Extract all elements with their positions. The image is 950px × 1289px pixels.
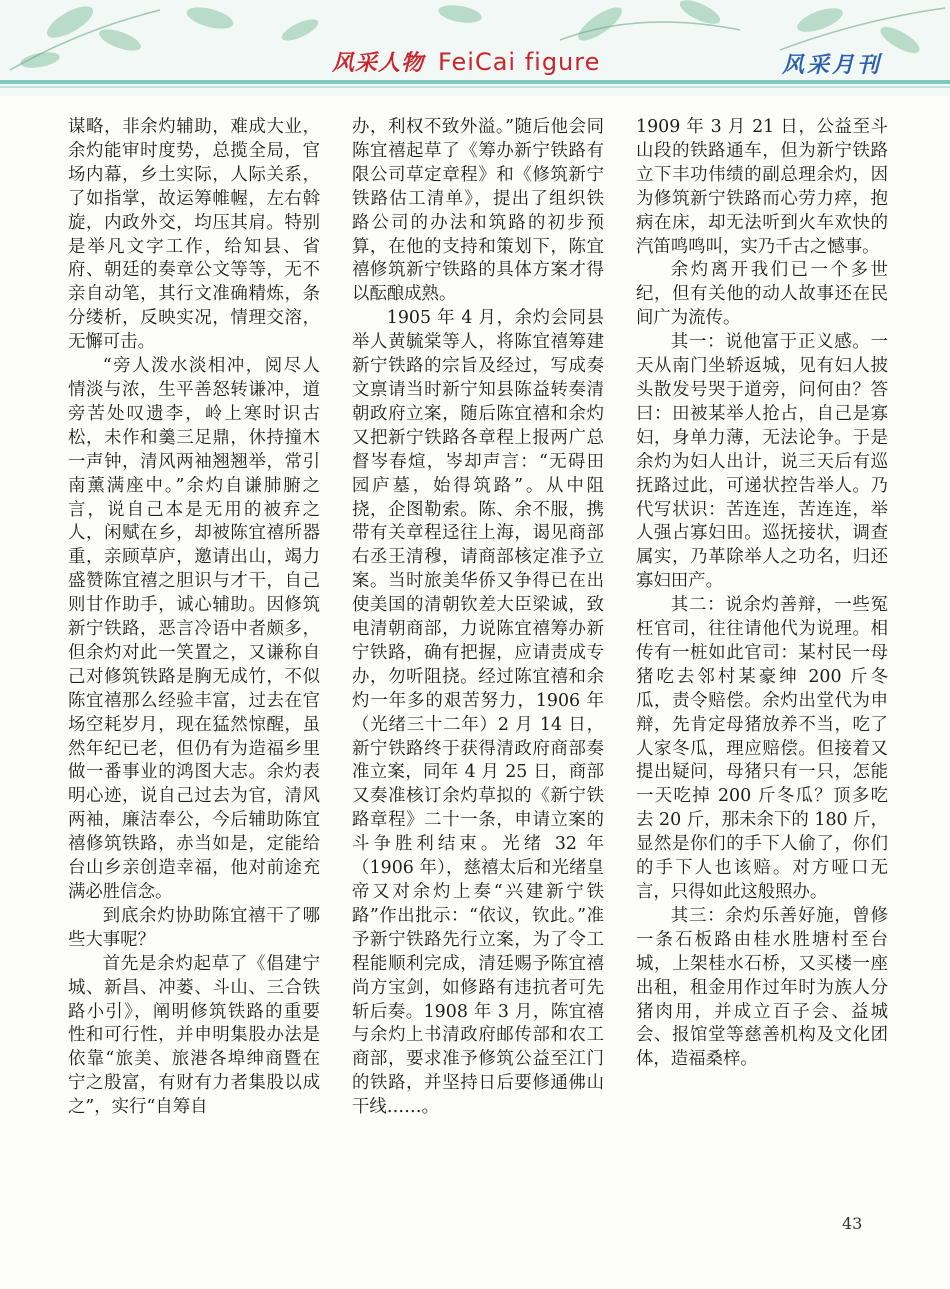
header-rule: [0, 80, 950, 84]
paragraph: 其二：说余灼善辩，一些冤枉官司，往往请他代为说理。相传有一桩如此官司：某村民一母猪吃去邻村某豪绅 200 斤冬瓜，责令赔偿。余灼出堂代为申辩，先肯定母猪放养不当，吃了人家冬瓜，理应赔偿。但接着又提出疑问，母猪只有一只，怎能一天吃掉 200 斤冬瓜？顶多吃去 20 斤，那未余下的 180 斤，显然是你们的手下人偷了，你们的手下人也该赔。对方哑口无言，只得如此这般照办。: [636, 595, 888, 902]
paragraph: 1905 年 4 月，余灼会同县举人黄毓棠等人，将陈宜禧筹建新宁铁路的宗旨及经过，写成奏文禀请当时新宁知县陈益转奏清朝政府立案，随后陈宜禧和余灼又把新宁铁路各章程上报两广总督岑春煊，岑却声言：“无碍田园庐墓，始得筑路”。从中阻挠，企图勒索。陈、余不服，携带有关章程迳往上海，谒见商部右丞王清穆，请商部核定准予立案。当时旅美华侨又争得已在出使美国的清朝钦差大臣梁诚，致电清朝商部，力说陈宜禧筹办新宁铁路，确有把握，应请责成专办，勿听阻挠。经过陈宜禧和余灼一年多的艰苦努力，1906 年（光绪三十二年）2 月 14 日，新宁铁路终于获得清政府商部奏准立案，同年 4 月 25 日，商部又奏准核订余灼草拟的《新宁铁路章程》二十一条，申请立案的斗争胜利结束。光绪 32 年（1906 年），慈禧太后和光绪皇帝又对余灼上奏“兴建新宁铁路”作出批示：“依议，钦此。”准予新宁铁路先行立案，为了令工程能顺利完成，清廷赐予陈宜禧尚方宝剑，如修路有违抗者可先斩后奏。1908 年 3 月，陈宜禧与余灼上书清政府邮传部和农工商部，要求准予修筑公益至江门的铁路，并坚持日后要修通佛山干线……。: [352, 308, 604, 1118]
page-header: [0, 0, 950, 96]
paragraph: 首先是余灼起草了《倡建宁城、新昌、冲蒌、斗山、三合铁路小引》，阐明修筑铁路的重要性和可行性，并申明集股办法是依靠“旅美、旅港各埠绅商暨在宁之殷富，有财有力者集股以成之”，实行“自筹自: [68, 953, 320, 1118]
header-rule-thin: [0, 86, 950, 88]
magazine-name: 风采月刊: [782, 52, 883, 78]
section-title-cn: 风采人物: [332, 50, 425, 76]
paragraph: 其三：余灼乐善好施，曾修一条石板路由桂水胜塘村至台城，上架桂水石桥，又买楼一座出租，租金用作过年时为族人分猪肉用，并成立百子会、益城会、报馆堂等慈善机构及文化团体，造福桑梓。: [636, 905, 888, 1070]
paragraph: 办，利权不致外溢。”随后他会同陈宜禧起草了《筹办新宁铁路有限公司草定章程》和《修筑新宁铁路估工清单》，提出了组织铁路公司的办法和筑路的初步预算，在他的支持和策划下，陈宜禧修筑新宁铁路的具体方案才得以酝酿成熟。: [352, 117, 604, 305]
page-number: 43: [842, 1214, 863, 1233]
article-column-2: [352, 116, 604, 1120]
paragraph: “旁人泼水淡相冲，阅尽人情淡与浓，生平善怒转谦冲，道旁苦处叹遗李，岭上寒时识古松，未作和羹三足鼎，休持撞木一声钟，清风两袖翘翘举，常引南薰满座中。”余灼自谦肺腑之言，说自己本是无用的被弃之人，闲赋在乡，却被陈宜禧所器重，亲顾草庐，邀请出山，竭力盛赞陈宜禧之胆识与才干，自己则甘作助手，诚心辅助。因修筑新宁铁路，恶言冷语中者颇多，但余灼对此一笑置之，又谦称自己对修筑铁路是胸无成竹，不似陈宜禧那么经验丰富，过去在官场空耗岁月，现在猛然惊醒，虽然年纪已老，但仍有为造福乡里做一番事业的鸿图大志。余灼表明心迹，说自己过去为官，清风两袖，廉洁奉公，今后辅助陈宜禧修筑铁路，赤当如是，定能给台山乡亲创造幸福，他对前途充满必胜信念。: [68, 356, 320, 902]
article-column-3: [636, 116, 888, 1072]
section-title: [332, 46, 600, 77]
article-column-1: [68, 116, 320, 1120]
paragraph: 1909 年 3 月 21 日，公益至斗山段的铁路通车，但为新宁铁路立下丰功伟绩的副总理余灼，因为修筑新宁铁路而心劳力瘁，抱病在床，却无法听到火车欢快的汽笛鸣鸣叫，实乃千古之憾事。: [636, 117, 888, 257]
paragraph: 谋略，非余灼辅助，难成大业，余灼能审时度势，总揽全局，官场内幕，乡土实际，人际关系，了如指掌，故运筹帷幄，左右斡旋，内政外交，均压其肩。特别是举凡文字工作，给知县、省府、朝廷的奏章公文等等，无不亲自动笔，其行文准确精炼，条分缕析，反映实况，情理交溶，无懈可击。: [68, 117, 320, 353]
section-title-en: FeiCai figure: [438, 48, 601, 76]
paragraph: 余灼离开我们已一个多世纪，但有关他的动人故事还在民间广为流传。: [636, 260, 888, 329]
paragraph: 到底余灼协助陈宜禧干了哪些大事呢？: [68, 905, 320, 950]
paragraph: 其一：说他富于正义感。一天从南门坐轿返城，见有妇人披头散发号哭于道旁，问何由？答曰：田被某举人抢占，自己是寡妇，身单力薄，无法论争。于是余灼为妇人出计，说三天后有巡抚路过此，可递状控告举人。乃代写状识：苦连连，苦连连，举人强占寡妇田。巡抚接状，调查属实，乃革除举人之功名，归还寡妇田产。: [636, 332, 888, 592]
